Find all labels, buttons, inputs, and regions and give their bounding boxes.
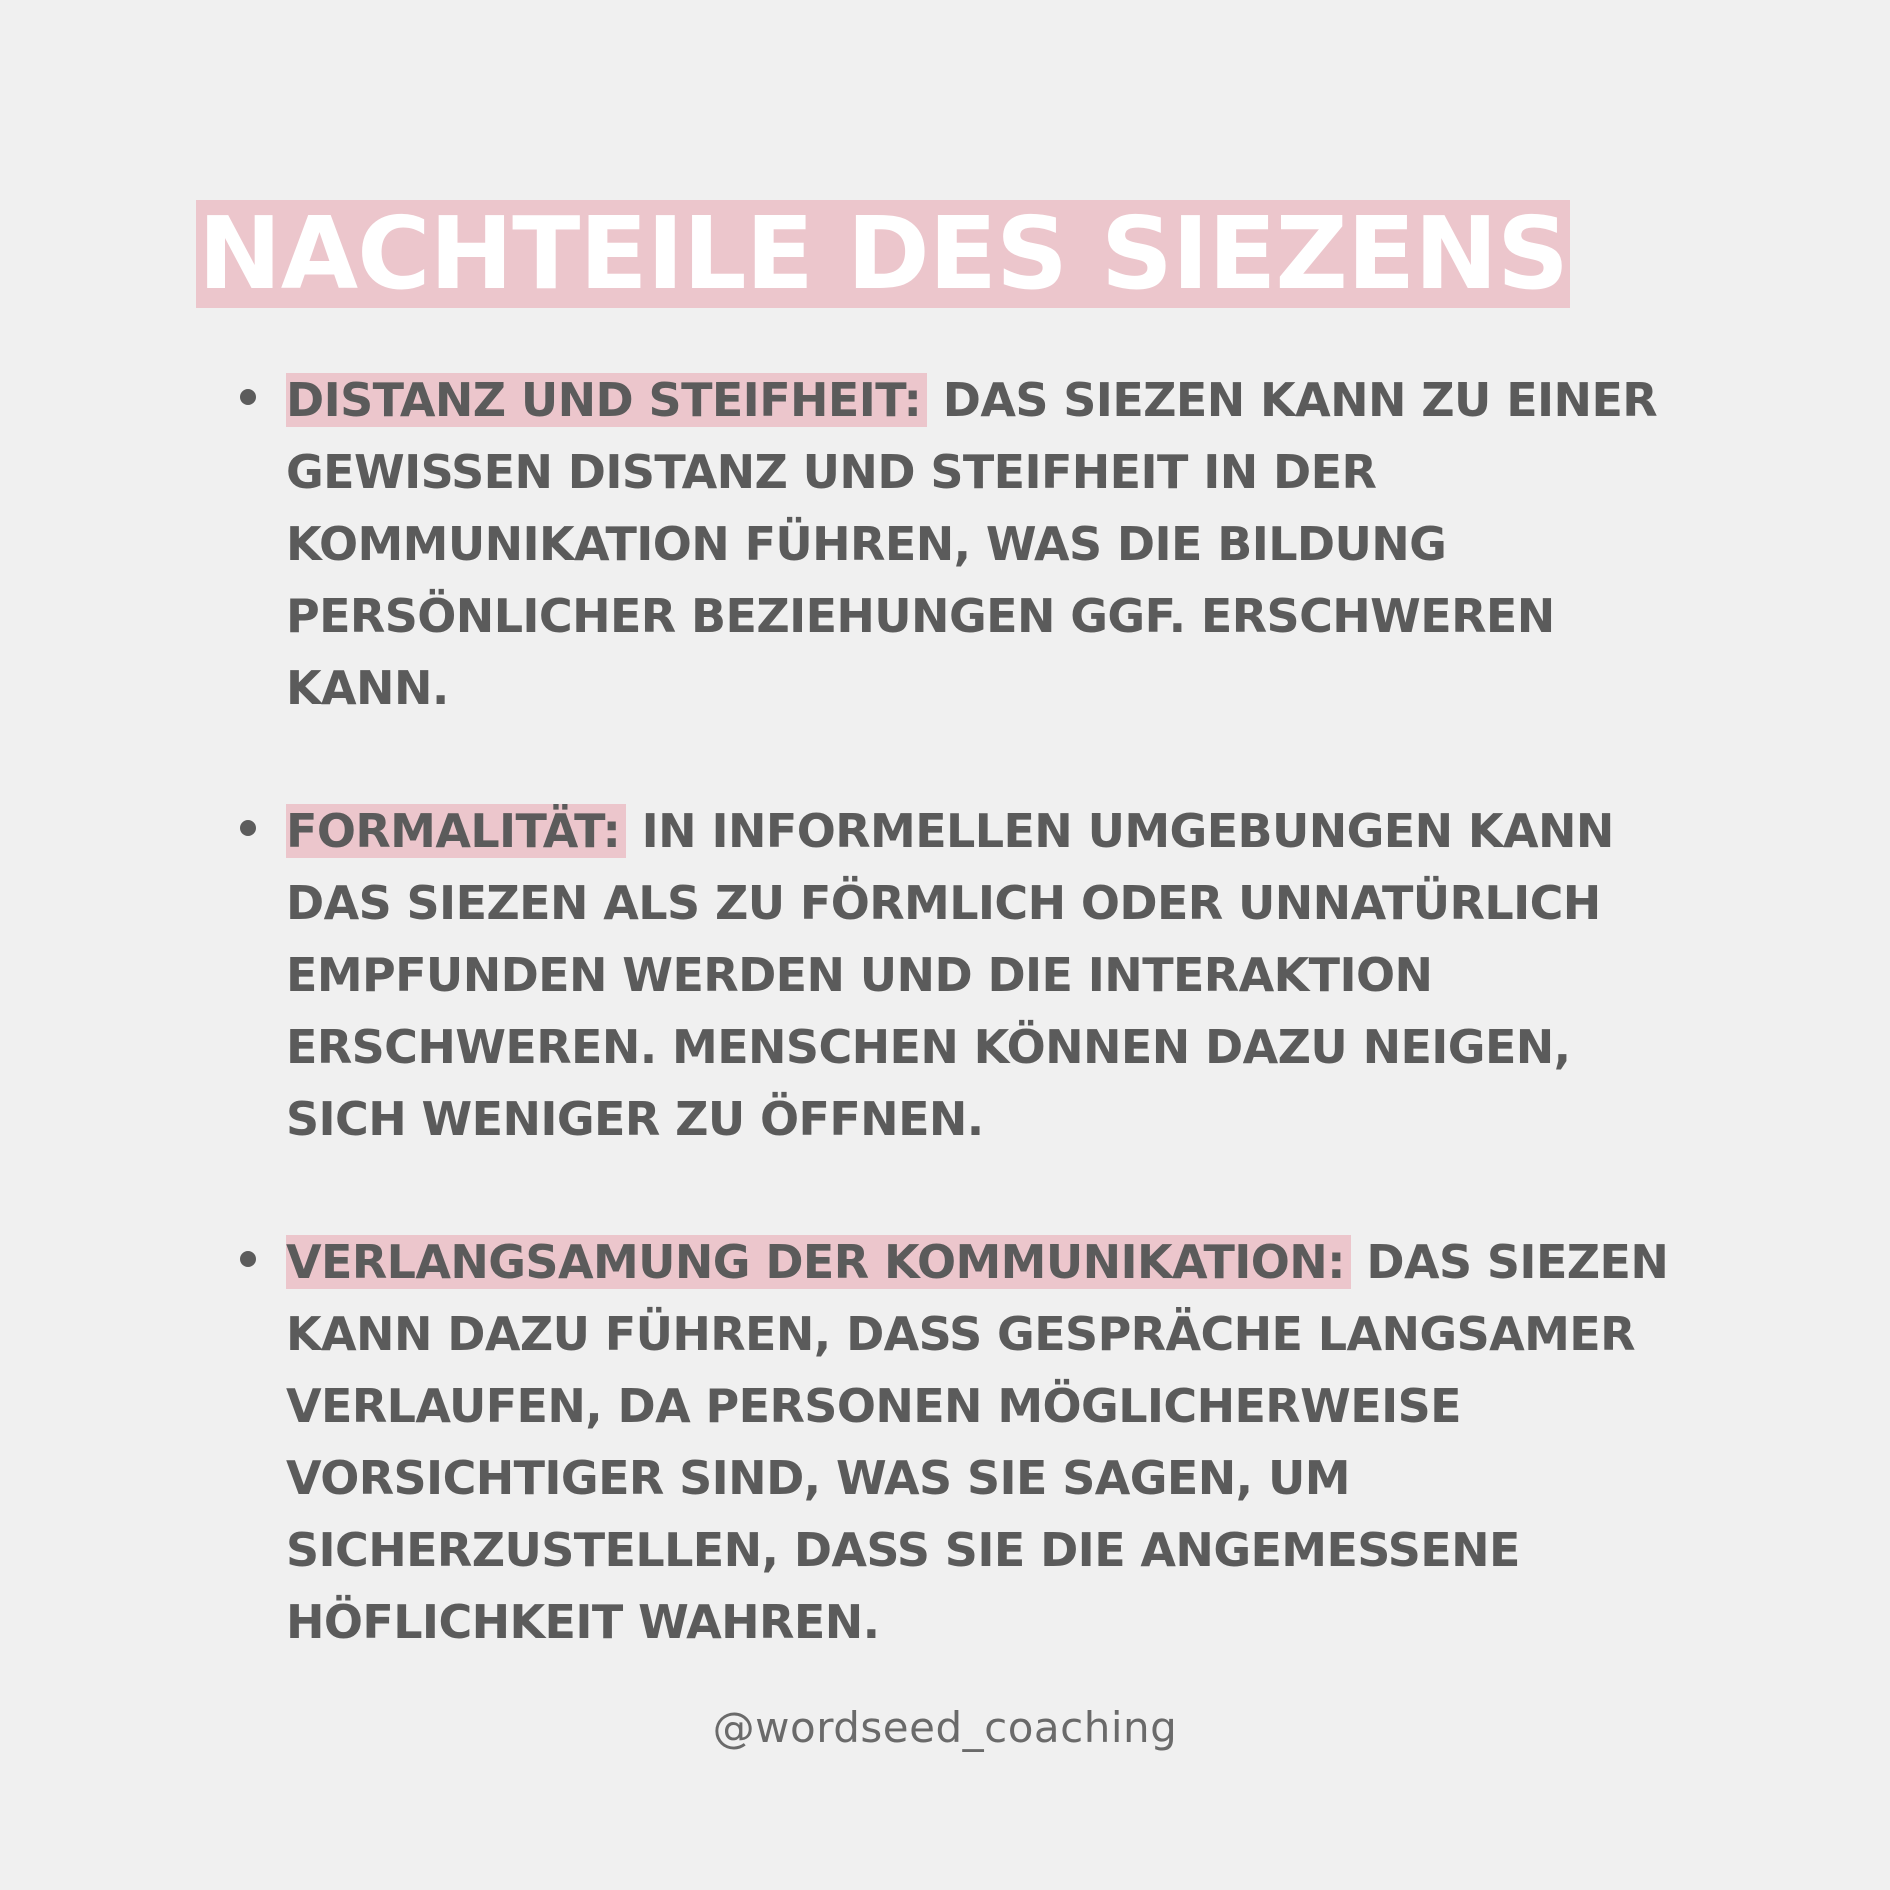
list-item-term: FORMALITÄT: xyxy=(286,804,626,858)
list-item-text xyxy=(286,795,1700,1155)
list-item-description: IN INFORMELLEN UMGEBUNGEN KANN DAS SIEZEN ALS ZU FÖRMLICH ODER UNNATÜRLICH EMPFUNDEN WERDEN UND DIE INTERAKTION ERSCHWEREN. MENSCHEN KÖNNEN DAZU NEIGEN, SICH WENIGER ZU ÖFFNEN. xyxy=(286,804,1614,1146)
list-item-term: DISTANZ UND STEIFHEIT: xyxy=(286,373,927,427)
bullet-icon xyxy=(240,1251,256,1267)
list-item-description: DAS SIEZEN KANN DAZU FÜHREN, DASS GESPRÄCHE LANGSAMER VERLAUFEN, DA PERSONEN MÖGLICHERWEISE VORSICHTIGER SIND, WAS SIE SAGEN, UM SICHERZUSTELLEN, DASS SIE DIE ANGEMESSENE HÖFLICHKEIT WAHREN. xyxy=(286,1235,1669,1649)
bullet-icon xyxy=(240,389,256,405)
list-item-term: VERLANGSAMUNG DER KOMMUNIKATION: xyxy=(286,1235,1351,1289)
account-handle: @wordseed_coaching xyxy=(712,1703,1178,1752)
list-item-text xyxy=(286,364,1700,724)
page-title: NACHTEILE DES SIEZENS xyxy=(198,195,1568,312)
list-item-text xyxy=(286,1226,1700,1658)
list-item-description: DAS SIEZEN KANN ZU EINER GEWISSEN DISTANZ UND STEIFHEIT IN DER KOMMUNIKATION FÜHREN, WAS DIE BILDUNG PERSÖNLICHER BEZIEHUNGEN GGF. ERSCHWEREN KANN. xyxy=(286,373,1658,715)
bullet-icon xyxy=(240,820,256,836)
